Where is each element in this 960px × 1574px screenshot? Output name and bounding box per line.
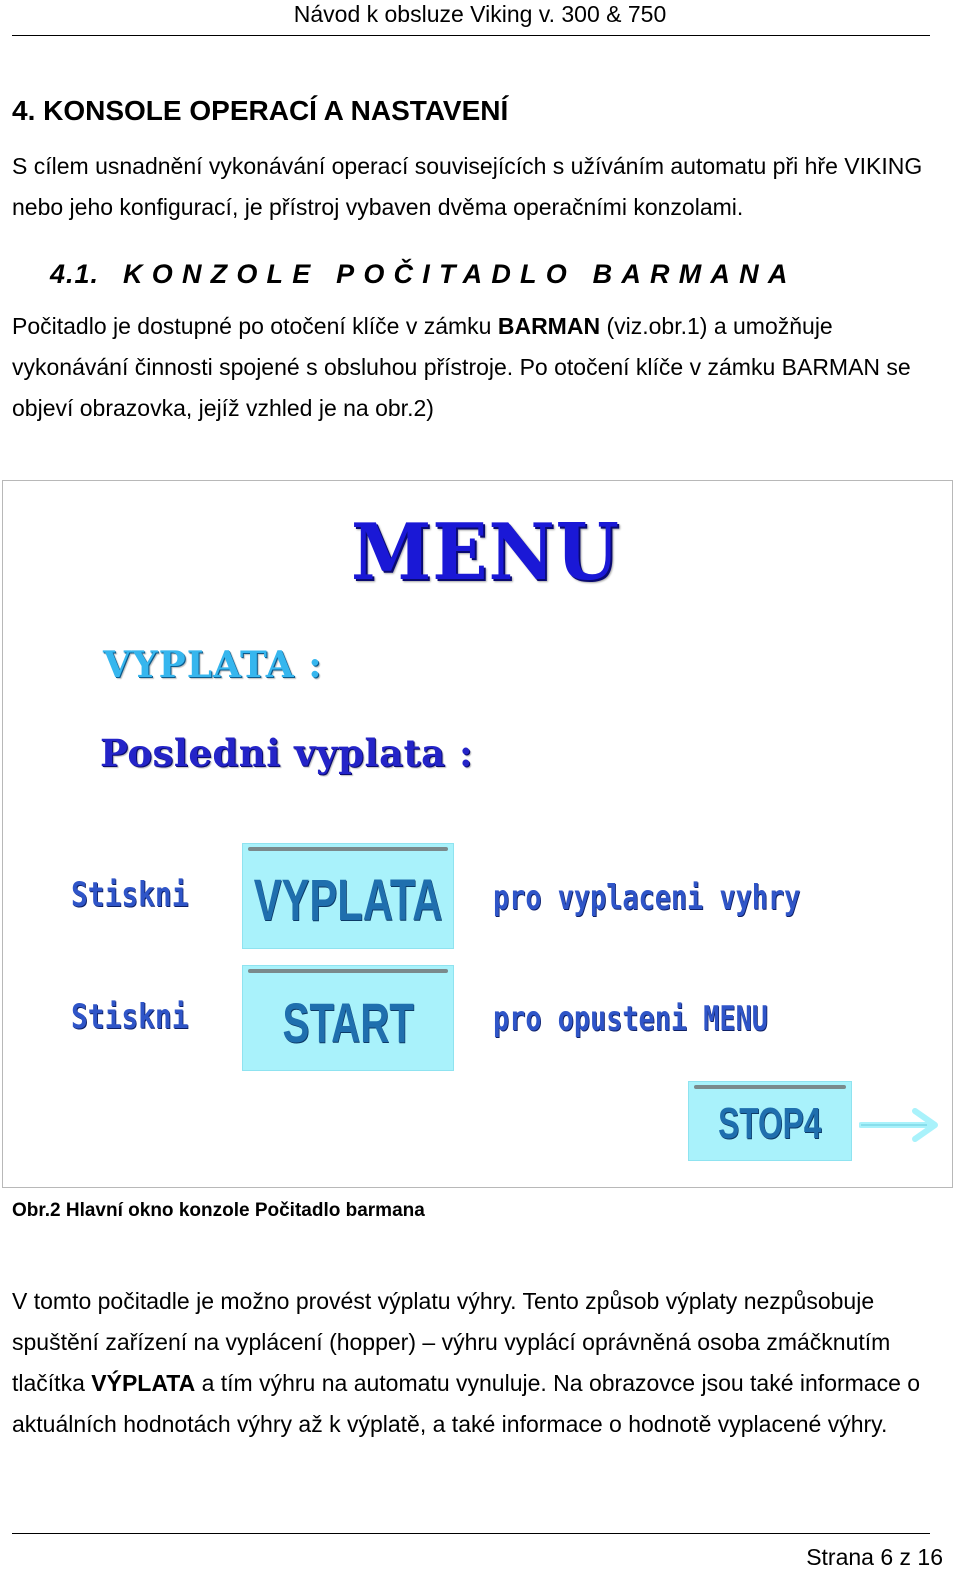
access-paragraph: [12, 306, 942, 429]
press-label-payout: Stiskni: [71, 875, 189, 915]
subsection-heading: [50, 257, 797, 291]
menu-screen-figure: [2, 480, 953, 1188]
subsection-number: 4.1.: [50, 259, 100, 289]
payout-label: VYPLATA :: [103, 644, 323, 686]
button-top-bar: [248, 847, 448, 851]
payout-description: pro vyplaceni vyhry: [493, 878, 801, 918]
section-heading: 4. KONSOLE OPERACÍ A NASTAVENÍ: [12, 95, 509, 126]
document-header-title: Návod k obsluze Viking v. 300 & 750: [293, 1, 667, 27]
access-text-2: (viz.obr.1) a umožňuje vykonávání činnosti spojené s obsluhou přístroje. Po otočení klíče v zámku BARMAN se objeví obrazovka, jejíž vzhled je na obr.2): [12, 313, 911, 421]
subsection-title: KONZOLE POČITADLO BARMANA: [123, 259, 797, 289]
footer-rule: [12, 1533, 930, 1534]
payout-button-label: VYPLATA: [253, 867, 443, 933]
page-number: Strana 6 z 16: [806, 1544, 943, 1570]
last-payout-label: Posledni vyplata :: [100, 731, 474, 775]
arrow-right-icon: [859, 1103, 941, 1147]
payout-text-2: a tím výhru na automatu vynuluje. Na obrazovce jsou také informace o aktuálních hodnotách výhry až k výplatě, a také informace o hodnotě vyplacené výhry.: [12, 1370, 921, 1437]
payout-paragraph: [12, 1281, 942, 1445]
payout-button[interactable]: [242, 843, 454, 949]
exit-menu-description: pro opusteni MENU: [493, 999, 768, 1039]
button-top-bar: [694, 1085, 846, 1089]
header-rule: [12, 35, 930, 36]
press-label-start: Stiskni: [71, 997, 189, 1037]
access-text-1: Počitadlo je dostupné po otočení klíče v zámku: [12, 313, 498, 339]
stop4-button-label: STOP4: [718, 1099, 822, 1148]
access-bold-barman: BARMAN: [497, 313, 601, 339]
intro-paragraph: S cílem usnadnění vykonávání operací souvisejících s užíváním automatu při hře VIKING nebo jeho konfigurací, je přístroj vybaven dvěma operačními konzolami.: [12, 153, 923, 220]
start-button-label: START: [282, 990, 414, 1054]
start-button[interactable]: [242, 965, 454, 1071]
menu-title: MENU: [351, 507, 620, 598]
figure-caption: Obr.2 Hlavní okno konzole Počitadlo barmana: [12, 1200, 425, 1221]
stop4-button[interactable]: [688, 1081, 852, 1161]
payout-text-1: V tomto počitadle je možno provést výplatu výhry. Tento způsob výplaty nezpůsobuje spuštění zařízení na vyplácení (hopper) – výhru vyplácí oprávněná osoba zmáčknutím tlačítka: [12, 1288, 891, 1396]
payout-bold-vyplata: VÝPLATA: [91, 1370, 196, 1396]
button-top-bar: [248, 969, 448, 973]
